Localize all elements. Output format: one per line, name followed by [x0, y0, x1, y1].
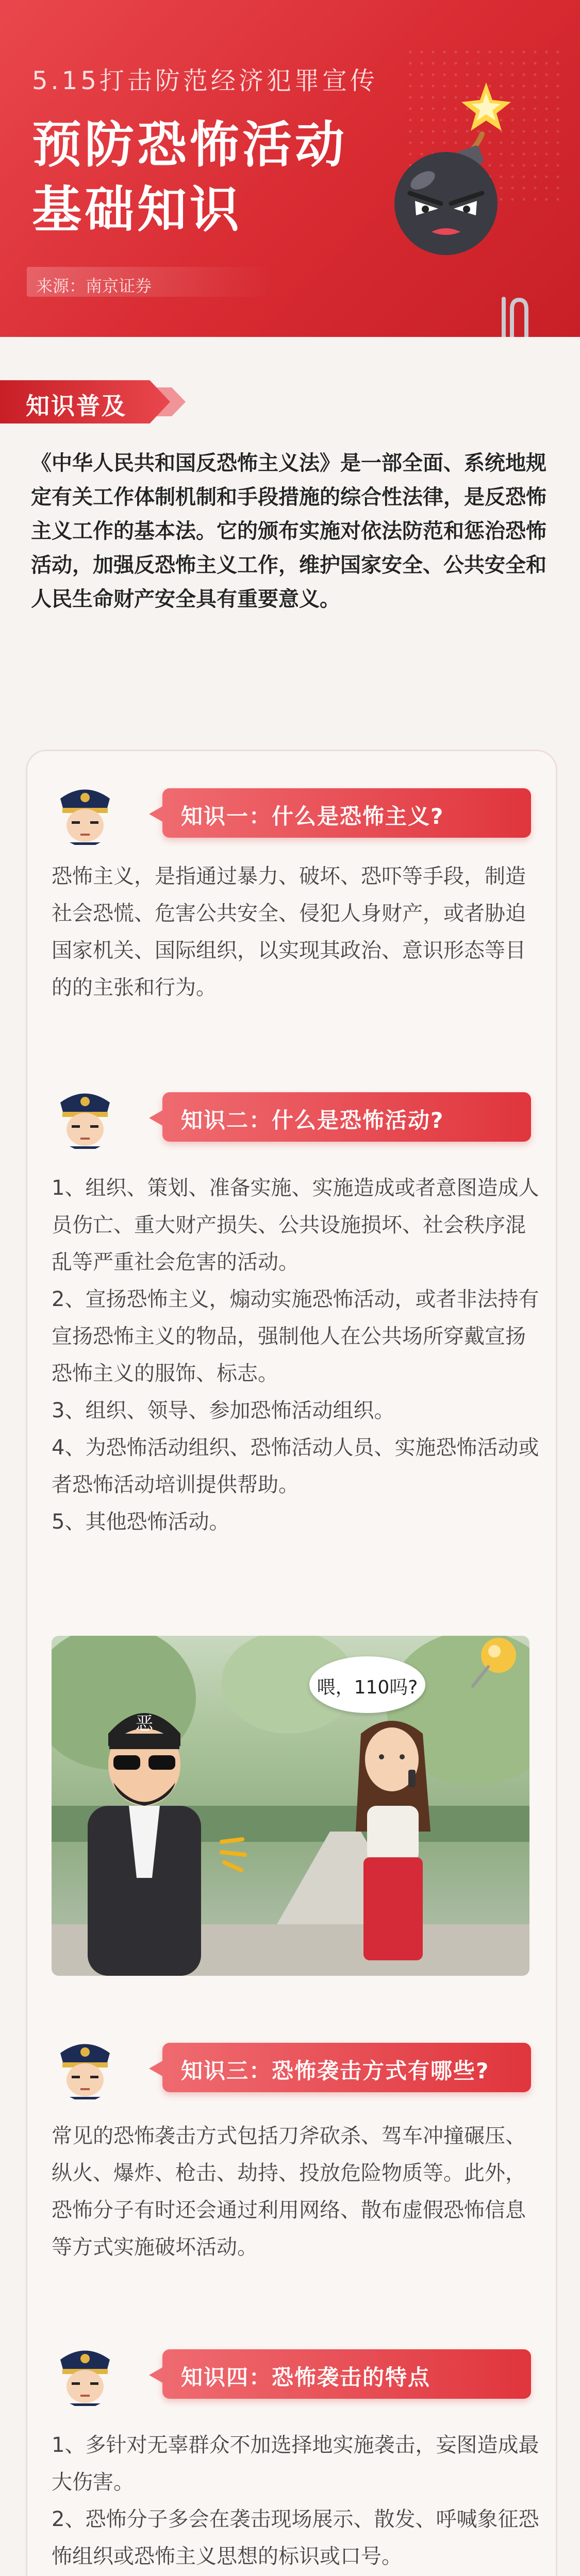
police-avatar-icon	[49, 2339, 121, 2406]
knowledge-1-body	[52, 858, 541, 1006]
header-subtitle: 5.15打击防范经济犯罪宣传	[32, 66, 378, 95]
knowledge-3-body	[52, 2117, 541, 2266]
header-banner	[0, 0, 580, 337]
knowledge-2-body	[52, 1170, 541, 1540]
police-avatar-icon	[49, 2032, 121, 2099]
section-tag	[0, 380, 196, 423]
bomb-icon	[374, 77, 544, 258]
knowledge-1-paragraph: 恐怖主义，是指通过暴力、破坏、恐吓等手段，制造社会恐慌、危害公共安全、侵犯人身财产，或者胁迫国家机关、国际组织，以实现其政治、意识形态等目的的主张和行为。	[52, 865, 526, 999]
intro-paragraph: 《中华人民共和国反恐怖主义法》是一部全面、系统地规定有关工作体制机制和手段措施的综合性法律，是反恐怖主义工作的基本法。它的颁布实施对依法防范和惩治恐怖活动，加强反恐怖主义工作，维护国家安全、公共安全和人民生命财产安全具有重要意义。	[31, 451, 546, 611]
knowledge-3-title: 知识三：恐怖袭击方式有哪些?	[162, 2043, 531, 2092]
knowledge-2-item-2: 2、宣扬恐怖主义，煽动实施恐怖活动，或者非法持有宣扬恐怖主义的物品，强制他人在公共场所穿戴宣扬恐怖主义的服饰、标志。	[52, 1287, 539, 1385]
knowledge-2-item-4: 4、为恐怖活动组织、恐怖活动人员、实施恐怖活动或者恐怖活动培训提供帮助。	[52, 1436, 539, 1497]
knowledge-2-item-1: 1、组织、策划、准备实施、实施造成或者意图造成人员伤亡、重大财产损失、公共设施损坏、社会秩序混乱等严重社会危害的活动。	[52, 1176, 539, 1274]
knowledge-3-header	[49, 2032, 539, 2099]
knowledge-4-title: 知识四：恐怖袭击的特点	[162, 2349, 531, 2399]
knowledge-2-header	[49, 1082, 539, 1149]
police-avatar-icon	[49, 778, 121, 845]
knowledge-4-item-2: 2、恐怖分子多会在袭击现场展示、散发、呼喊象征恐怖组织或恐怖主义思想的标识或口号。	[52, 2507, 539, 2568]
knowledge-2-title: 知识二：什么是恐怖活动?	[162, 1092, 531, 1142]
scene-artwork	[52, 1636, 529, 1976]
knowledge-1-title: 知识一：什么是恐怖主义?	[162, 788, 531, 838]
speech-bubble-text: 喂，110吗?	[317, 1677, 418, 1698]
cap-label: 恶	[136, 1714, 153, 1734]
knowledge-3-paragraph: 常见的恐怖袭击方式包括刀斧砍杀、驾车冲撞碾压、纵火、爆炸、枪击、劫持、投放危险物质等。此外，恐怖分子有时还会通过利用网络、散布虚假恐怖信息等方式实施破坏活动。	[52, 2124, 526, 2259]
paperclip-icon	[483, 289, 540, 337]
knowledge-2-item-5: 5、其他恐怖活动。	[52, 1510, 230, 1534]
knowledge-4-body	[52, 2427, 541, 2576]
knowledge-2-item-3: 3、组织、领导、参加恐怖活动组织。	[52, 1399, 395, 1422]
page-title	[32, 112, 347, 242]
pushpin-icon	[462, 1636, 524, 1691]
title-line-2: 基础知识	[32, 181, 242, 239]
source-text: 来源：南京证券	[36, 276, 152, 296]
title-line-1: 预防恐怖活动	[32, 116, 347, 174]
speech-bubble	[309, 1656, 425, 1713]
illustration-scene	[52, 1636, 529, 1976]
knowledge-1-header	[49, 778, 539, 845]
source-label	[27, 267, 274, 297]
section-tag-label: 知识普及	[26, 392, 127, 420]
knowledge-4-item-1: 1、多针对无辜群众不加选择地实施袭击，妄图造成最大伤害。	[52, 2433, 539, 2494]
knowledge-4-header	[49, 2339, 539, 2406]
police-avatar-icon	[49, 1082, 121, 1149]
